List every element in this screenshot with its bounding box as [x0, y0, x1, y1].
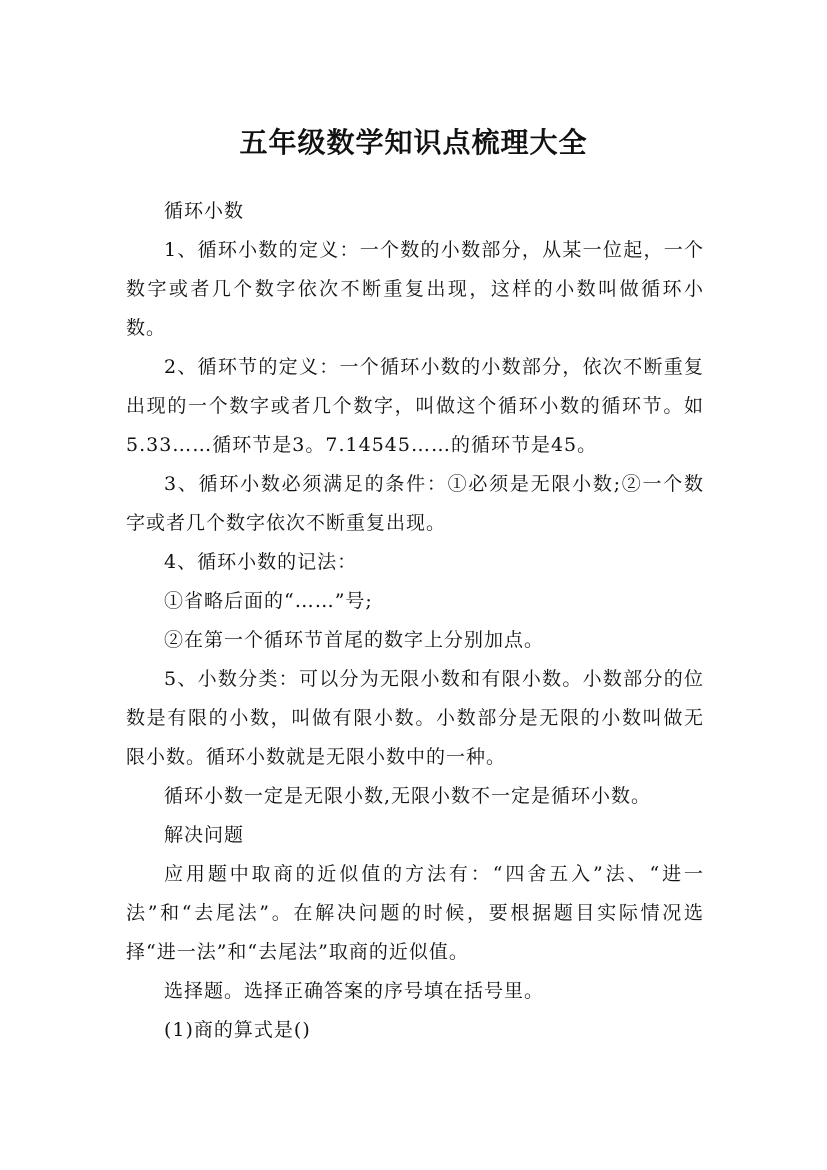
- paragraph-notation-item-1: ①省略后面的“……”号;: [164, 590, 373, 612]
- paragraph-classification: 5、小数分类：可以分为无限小数和有限小数。小数部分的位数是有限的小数，叫做有限小数。小数部分是无限的小数叫做无限小数。循环小数就是无限小数中的一种。: [126, 668, 704, 768]
- paragraph-summary: 循环小数一定是无限小数,无限小数不一定是循环小数。: [164, 785, 652, 807]
- paragraph-approximation-methods: 应用题中取商的近似值的方法有：“四舍五入”法、“进一法”和“去尾法”。在解决问题的时候，要根据题目实际情况选择“进一法”和“去尾法”取商的近似值。: [126, 863, 704, 963]
- paragraph-question-1: (1)商的算式是(): [164, 1019, 311, 1041]
- paragraph-conditions: 3、循环小数必须满足的条件：①必须是无限小数;②一个数字或者几个数字依次不断重复出现。: [126, 473, 704, 534]
- paragraph-notation-item-2: ②在第一个循环节首尾的数字上分别加点。: [164, 629, 545, 651]
- paragraph-multiple-choice: 选择题。选择正确答案的序号填在括号里。: [164, 980, 545, 1002]
- section-heading-problem-solving: 解决问题: [164, 824, 245, 846]
- section-heading-recurring-decimals: 循环小数: [164, 200, 245, 222]
- paragraph-definition: 1、循环小数的定义：一个数的小数部分，从某一位起，一个数字或者几个数字依次不断重复出现，这样的小数叫做循环小数。: [126, 239, 704, 339]
- document-body: [126, 192, 704, 1050]
- paragraph-cycle-definition: 2、循环节的定义：一个循环小数的小数部分，依次不断重复出现的一个数字或者几个数字，叫做这个循环小数的循环节。如5.33……循环节是3。7.14545……的循环节是45。: [126, 356, 704, 456]
- paragraph-notation: 4、循环小数的记法：: [164, 551, 358, 573]
- document-title: 五年级数学知识点梳理大全: [239, 125, 588, 159]
